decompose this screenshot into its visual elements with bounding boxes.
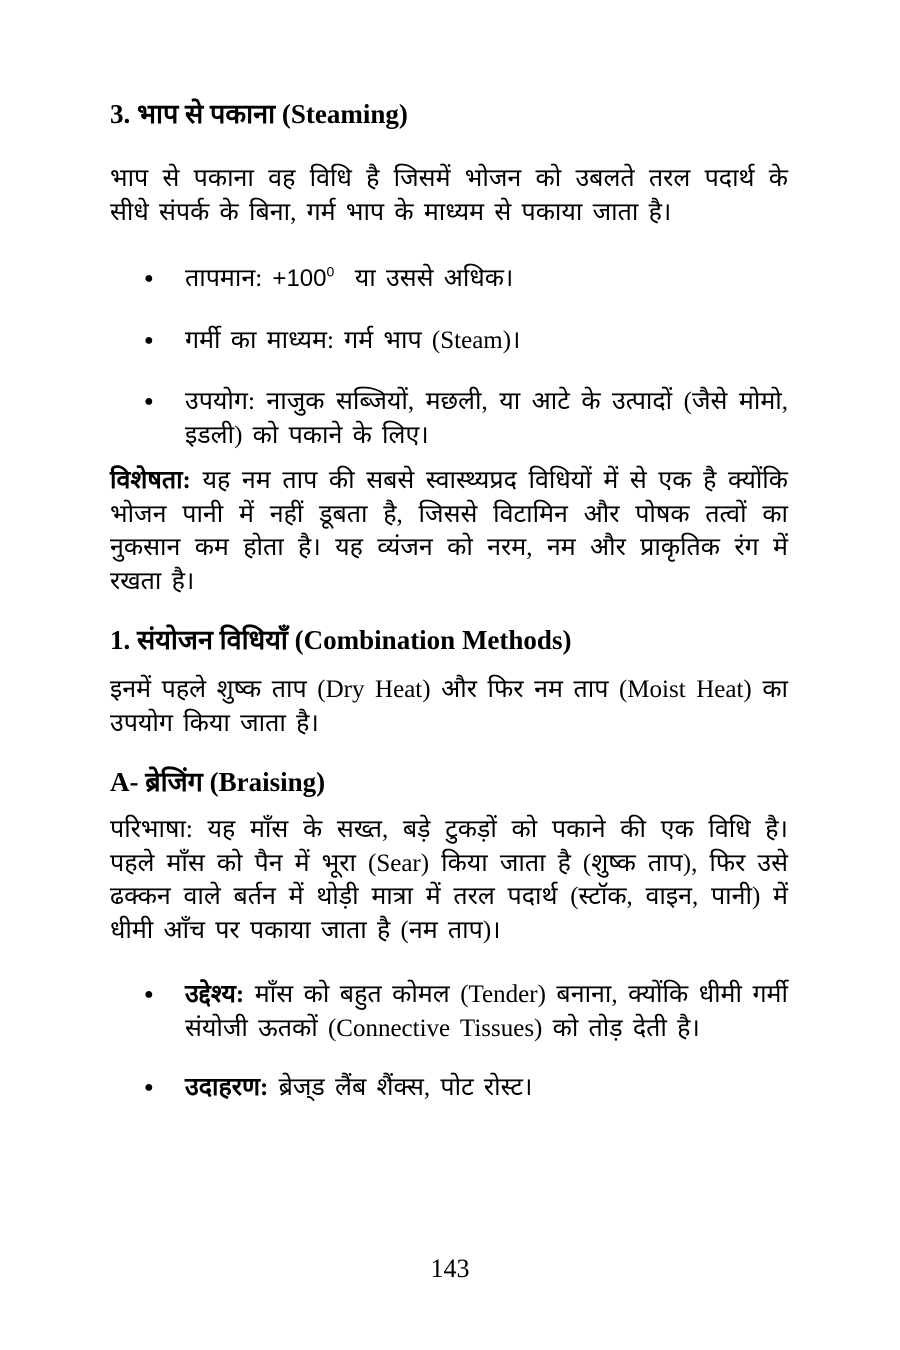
purpose-text: माँस को बहुत कोमल (Tender) बनाना, क्योंकि धीमी गर्मी संयोजी ऊतकों (Connective Tissues) को तोड़ देती है। (185, 981, 788, 1042)
list-item-example (110, 1071, 788, 1105)
list-item-usage (110, 385, 788, 452)
bullet-icon: ● (144, 393, 154, 410)
paragraph-combination-definition: इनमें पहले शुष्क ताप (Dry Heat) और फिर नम ताप (Moist Heat) का उपयोग किया जाता है। (110, 676, 788, 737)
steaming-properties-list (110, 262, 788, 452)
temperature-suffix: या उससे अधिक। (334, 265, 514, 292)
example-text: ब्रेज्‌ड लैंब शैंक्स, पोट रोस्ट। (268, 1074, 533, 1101)
braising-details-list (110, 978, 788, 1105)
paragraph-braising-definition: परिभाषा: यह माँस के सख्त, बड़े टुकड़ों को पकाने की एक विधि है। पहले माँस को पैन में भूरा (Sear) किया जाता है (शुष्क ताप), फिर उसे ढक्कन वाले बर्तन में थोड़ी मात्रा में तरल पदार्थ (स्टॉक, वाइन, पानी) में धीमी आँच पर पकाया जाता है (नम ताप)। (110, 816, 788, 944)
bullet-icon: ● (144, 331, 154, 349)
temperature-value: +100 (272, 265, 327, 292)
list-item-text: उपयोग: नाजुक सब्जियों, मछली, या आटे के उत्पादों (जैसे मोमो, इडली) को पकाने के लिए। (185, 388, 788, 449)
paragraph-steaming-definition: भाप से पकाना वह विधि है जिसमें भोजन को उबलते तरल पदार्थ के सीधे संपर्क के बिना, गर्म भाप के माध्यम से पकाया जाता है। (110, 165, 788, 226)
heading-combination-methods: 1. संयोजन विधियाँ (Combination Methods) (110, 625, 572, 655)
list-item-text (185, 1071, 788, 1105)
heading-braising: A- ब्रेजिंग (Braising) (110, 767, 326, 797)
list-item-text: गर्मी का माध्यम: गर्म भाप (Steam)। (185, 326, 521, 354)
list-item-text (185, 978, 788, 1045)
bullet-icon: ● (144, 1079, 154, 1096)
list-item-heat-medium (110, 324, 788, 358)
list-item-text (185, 262, 788, 296)
example-label: उदाहरण: (185, 1074, 269, 1101)
feature-label: विशेषता: (110, 467, 191, 494)
heading-steaming: 3. भाप से पकाना (Steaming) (110, 99, 408, 129)
list-item-purpose (110, 978, 788, 1045)
feature-text: यह नम ताप की सबसे स्वास्थ्यप्रद विधियों में से एक है क्योंकि भोजन पानी में नहीं डूबता है, जिससे विटामिन और पोषक तत्वों का नुकसान कम होता है। यह व्यंजन को नरम, नम और प्राकृतिक रंग में रखता है। (110, 467, 788, 595)
page-number: 143 (430, 1254, 470, 1283)
list-item-temperature (110, 262, 788, 296)
bullet-icon: ● (144, 270, 154, 287)
temperature-label: तापमान: (185, 265, 273, 292)
degree-superscript: 0 (326, 263, 335, 280)
feature-paragraph (110, 464, 788, 598)
bullet-icon: ● (144, 986, 154, 1003)
purpose-label: उद्देश्य: (185, 981, 245, 1008)
